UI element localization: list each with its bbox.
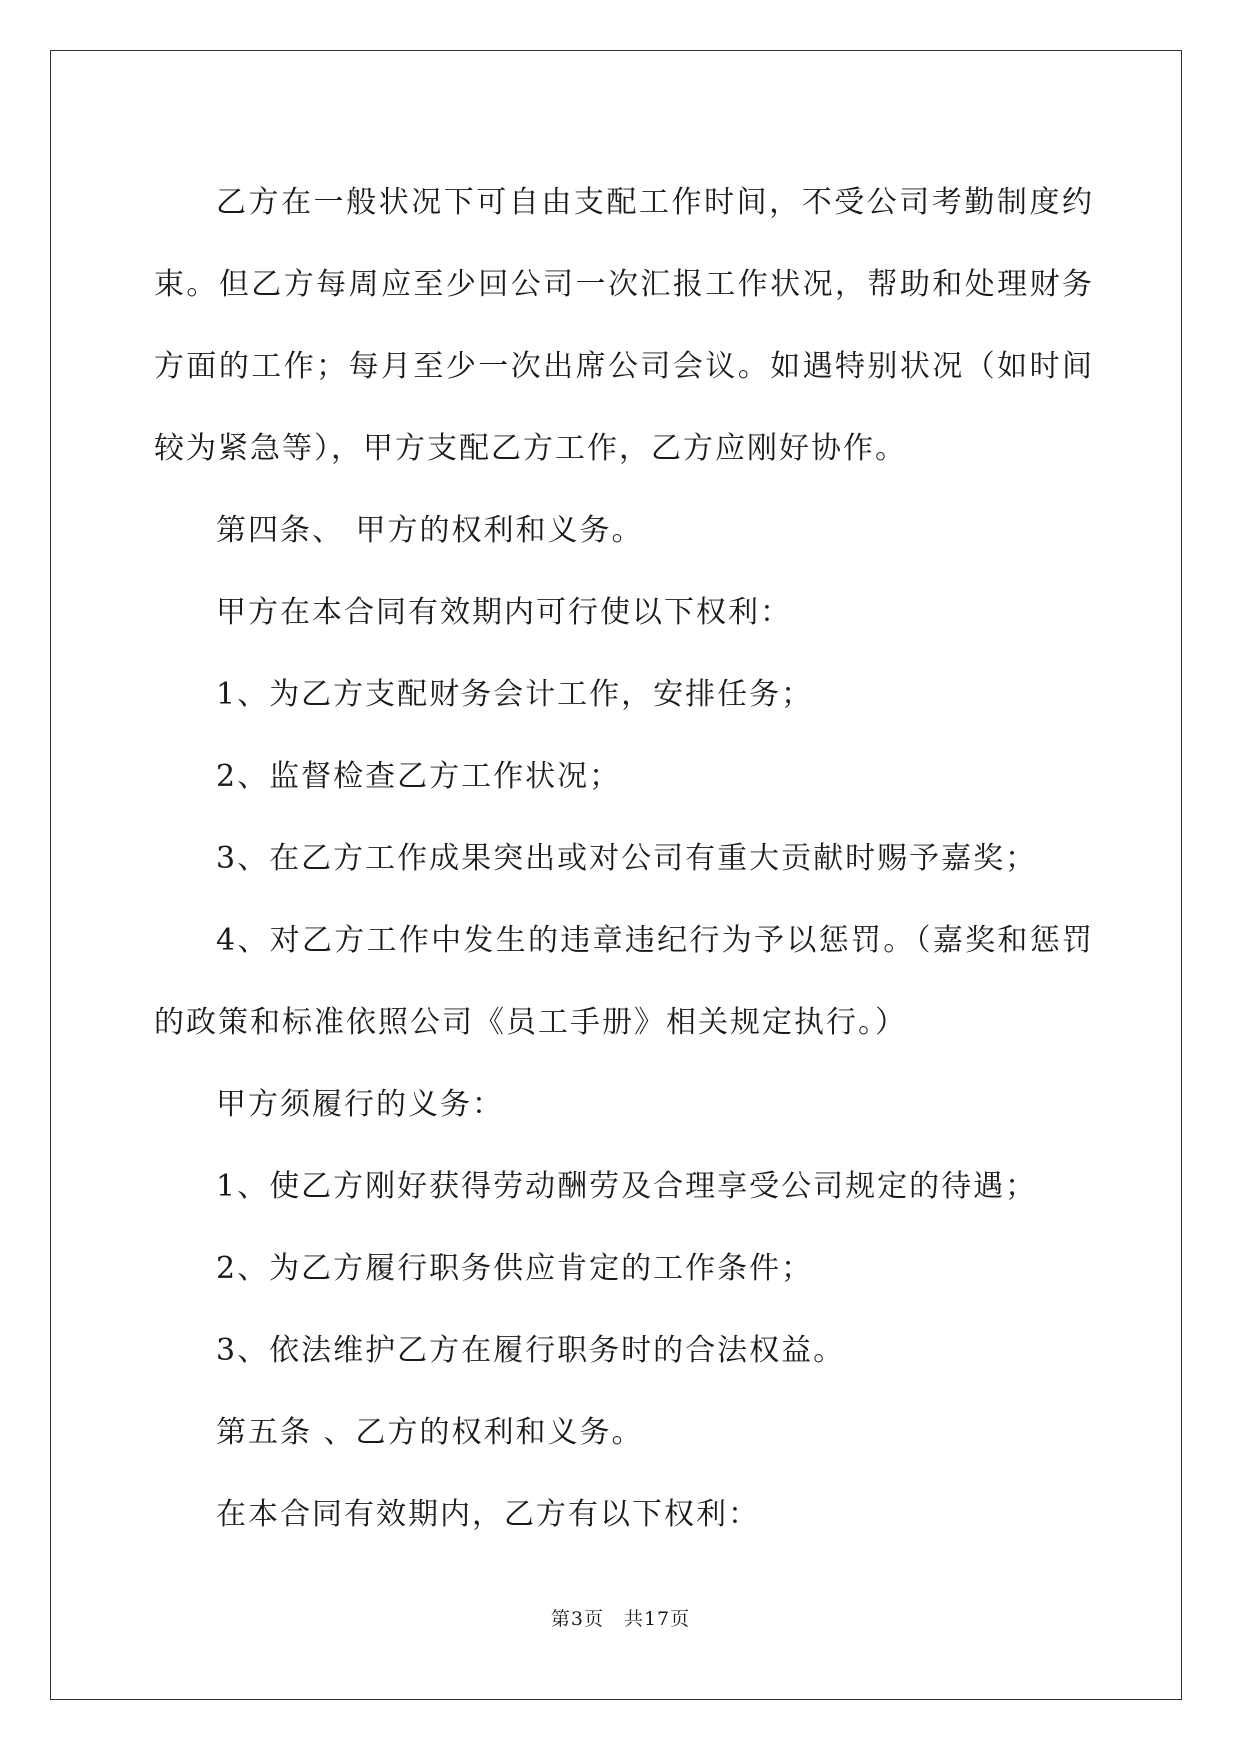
page-footer <box>0 1604 1241 1631</box>
paragraph-party-b-rights-intro: 在本合同有效期内，乙方有以下权利： <box>216 1497 760 1532</box>
paragraph-work-schedule: 乙方在一般状况下可自由支配工作时间，不受公司考勤制度约束。但乙方每周应至少回公司一次汇报工作状况，帮助和处理财务方面的工作；每月至少一次出席公司会议。如遇特别状况（如时间较为紧急等），甲方支配乙方工作，乙方应刚好协作。 <box>154 185 1094 466</box>
paragraph-party-a-right-3: 3、在乙方工作成果突出或对公司有重大贡献时赐予嘉奖； <box>216 841 1038 876</box>
paragraph-party-a-duty-3: 3、依法维护乙方在履行职务时的合法权益。 <box>216 1333 846 1368</box>
document-body <box>154 162 1094 1556</box>
paragraph-party-a-duty-1: 1、使乙方刚好获得劳动酬劳及合理享受公司规定的待遇； <box>216 1169 1038 1204</box>
paragraph-party-a-right-2: 2、监督检查乙方工作状况； <box>216 759 622 794</box>
paragraph-party-a-right-4: 4、对乙方工作中发生的违章违纪行为予以惩罚。（嘉奖和惩罚的政策和标准依照公司《员工手册》相关规定执行。） <box>154 923 1094 1040</box>
paragraph-party-a-duties-intro: 甲方须履行的义务： <box>216 1087 504 1122</box>
paragraph-party-a-right-1: 1、为乙方支配财务会计工作，安排任务； <box>216 677 814 712</box>
page-total: 共17页 <box>623 1608 691 1630</box>
paragraph-party-a-rights-intro: 甲方在本合同有效期内可行使以下权利： <box>216 595 792 630</box>
paragraph-article-5-heading: 第五条 、乙方的权利和义务。 <box>216 1415 644 1450</box>
paragraph-party-a-duty-2: 2、为乙方履行职务供应肯定的工作条件； <box>216 1251 814 1286</box>
page-number: 第3页 <box>550 1608 604 1630</box>
paragraph-article-4-heading: 第四条、 甲方的权利和义务。 <box>216 513 644 548</box>
